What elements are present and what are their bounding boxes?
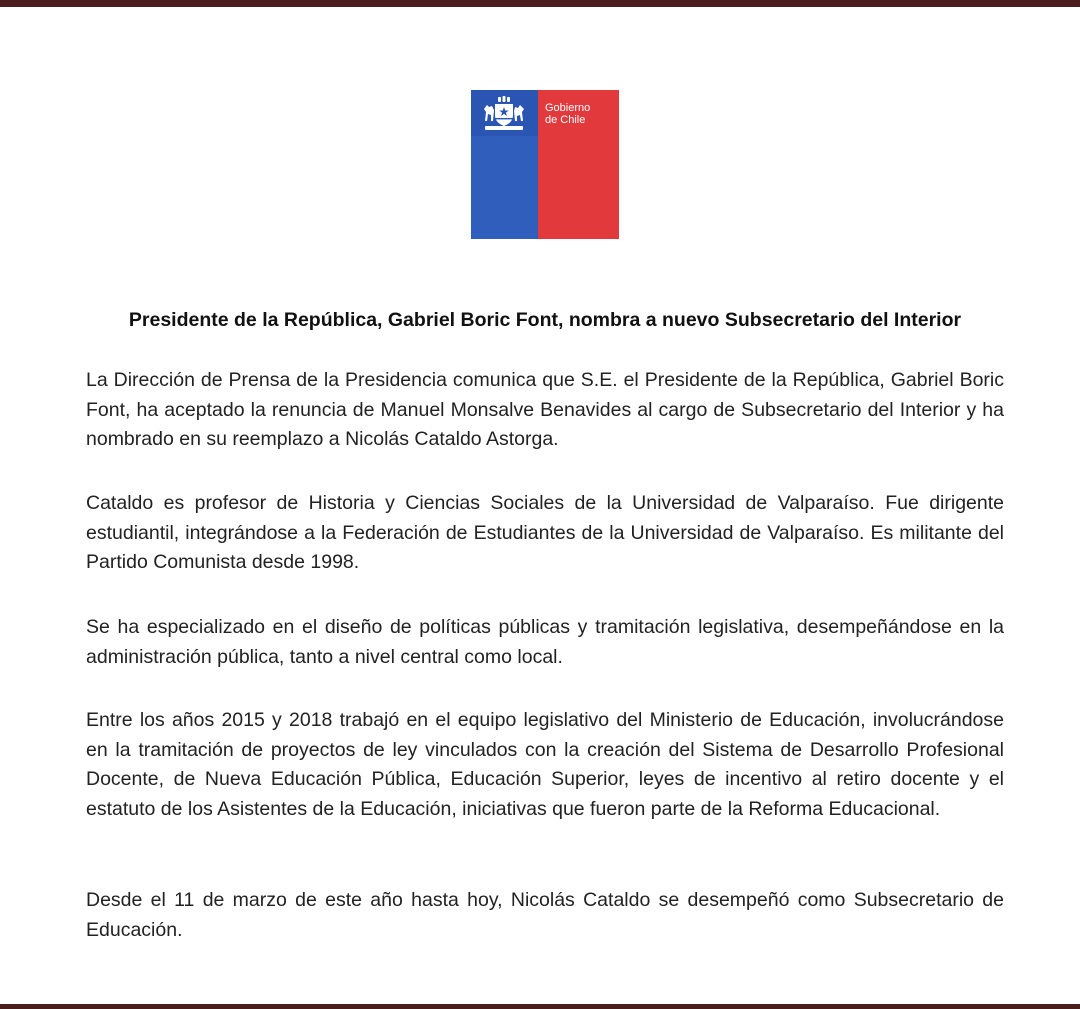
bottom-border: [0, 1004, 1080, 1009]
paragraph-5: Desde el 11 de marzo de este año hasta hoy, Nicolás Cataldo se desempeñó como Subsecretario de Educación.: [86, 889, 1004, 941]
paragraph-1: La Dirección de Prensa de la Presidencia comunica que S.E. el Presidente de la República, Gabriel Boric Font, ha aceptado la renuncia de Manuel Monsalve Benavides al cargo de Subsecretario del Interior y ha nombrado en su reemplazo a Nicolás Cataldo Astorga.: [86, 369, 1004, 450]
gobierno-de-chile-logo: [471, 90, 619, 239]
paragraph-3: Se ha especializado en el diseño de políticas públicas y tramitación legislativa, desempeñándose en la administración pública, tanto a nivel central como local.: [86, 616, 1004, 668]
top-border: [0, 0, 1080, 7]
logo-red-panel: [538, 90, 619, 239]
press-release-headline: Presidente de la República, Gabriel Boric Font, nombra a nuevo Subsecretario del Interior: [128, 309, 962, 331]
logo-text-line2: de Chile: [545, 114, 586, 126]
logo-text-line1: Gobierno: [545, 102, 591, 114]
logo-text: [545, 102, 590, 126]
paragraph-4: Entre los años 2015 y 2018 trabajó en el equipo legislativo del Ministerio de Educación, involucrándose en la tramitación de proyectos de ley vinculados con la creación del Sistema de Desarrollo Profesional Docente, de Nueva Educación Pública, Educación Superior, leyes de incentivo al retiro docente y el estatuto de los Asistentes de la Educación, iniciativas que fueron parte de la Reforma Educacional.: [86, 709, 1004, 820]
logo-blue-panel: [471, 90, 538, 239]
coat-of-arms-icon: [481, 95, 527, 133]
paragraph-2: Cataldo es profesor de Historia y Ciencias Sociales de la Universidad de Valparaíso. Fue dirigente estudiantil, integrándose a la Federación de Estudiantes de la Universidad de Valparaíso. Es militante del Partido Comunista desde 1998.: [86, 492, 1004, 573]
